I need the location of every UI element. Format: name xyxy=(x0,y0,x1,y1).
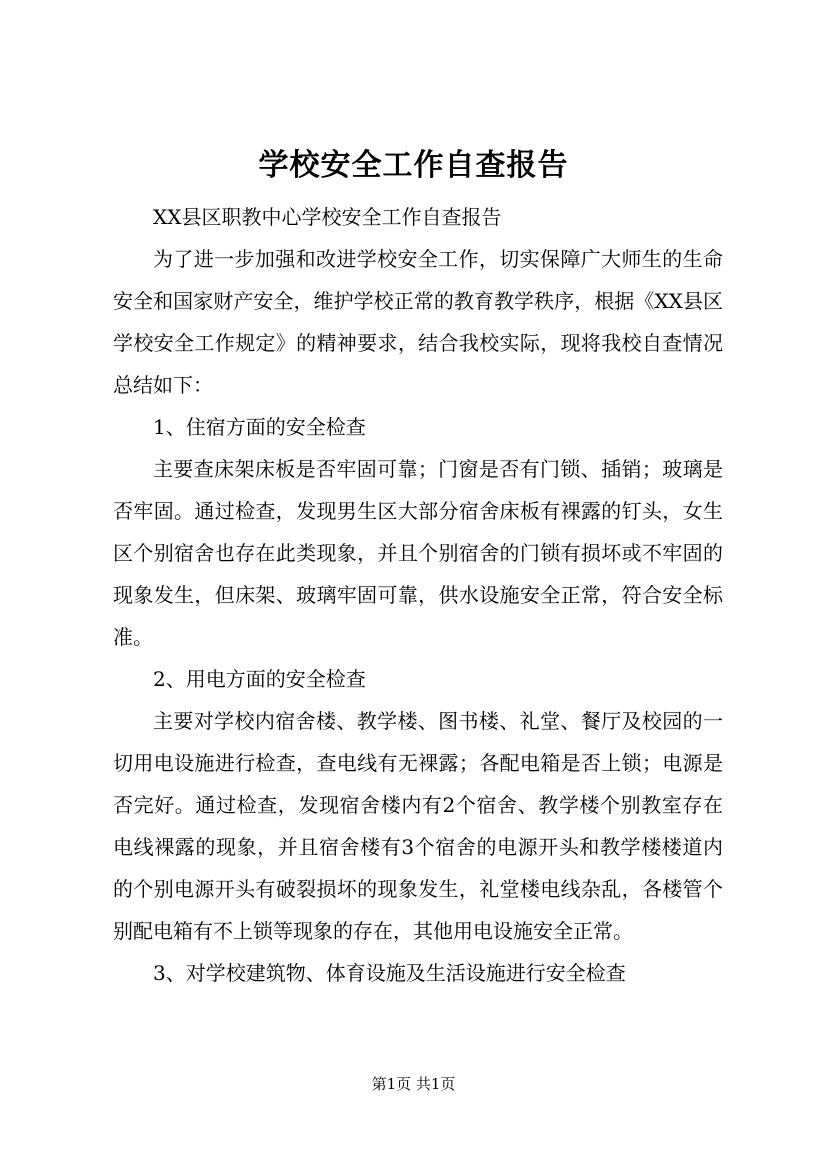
paragraph-subtitle: XX县区职教中心学校安全工作自查报告 xyxy=(153,205,502,229)
paragraph-intro: 为了进一步加强和改进学校安全工作，切实保障广大师生的生命安全和国家财产安全，维护学校正常的教育教学秩序，根据《XX县区学校安全工作规定》的精神要求，结合我校实际，现将我校自查情况总结如下： xyxy=(113,247,723,397)
document-body xyxy=(113,196,723,994)
section-heading-electricity: 2、用电方面的安全检查 xyxy=(153,667,366,691)
section-heading-buildings: 3、对学校建筑物、体育设施及生活设施进行安全检查 xyxy=(153,961,626,985)
section-heading-housing: 1、住宿方面的安全检查 xyxy=(153,415,366,439)
page-number-footer: 第1页 共1页 xyxy=(371,1075,456,1093)
paragraph-electricity: 主要对学校内宿舍楼、教学楼、图书楼、礼堂、餐厅及校园的一切用电设施进行检查，查电线有无裸露；各配电箱是否上锁；电源是否完好。通过检查，发现宿舍楼内有2个宿舍、教学楼个别教室存在电线裸露的现象，并且宿舍楼有3个宿舍的电源开头和教学楼楼道内的个别电源开头有破裂损坏的现象发生，礼堂楼电线杂乱，各楼管个别配电箱有不上锁等现象的存在，其他用电设施安全正常。 xyxy=(113,709,723,943)
document-title: 学校安全工作自查报告 xyxy=(258,148,569,183)
paragraph-housing: 主要查床架床板是否牢固可靠；门窗是否有门锁、插销；玻璃是否牢固。通过检查，发现男生区大部分宿舍床板有裸露的钉头，女生区个别宿舍也存在此类现象，并且个别宿舍的门锁有损坏或不牢固的现象发生，但床架、玻璃牢固可靠，供水设施安全正常，符合安全标准。 xyxy=(113,457,723,649)
